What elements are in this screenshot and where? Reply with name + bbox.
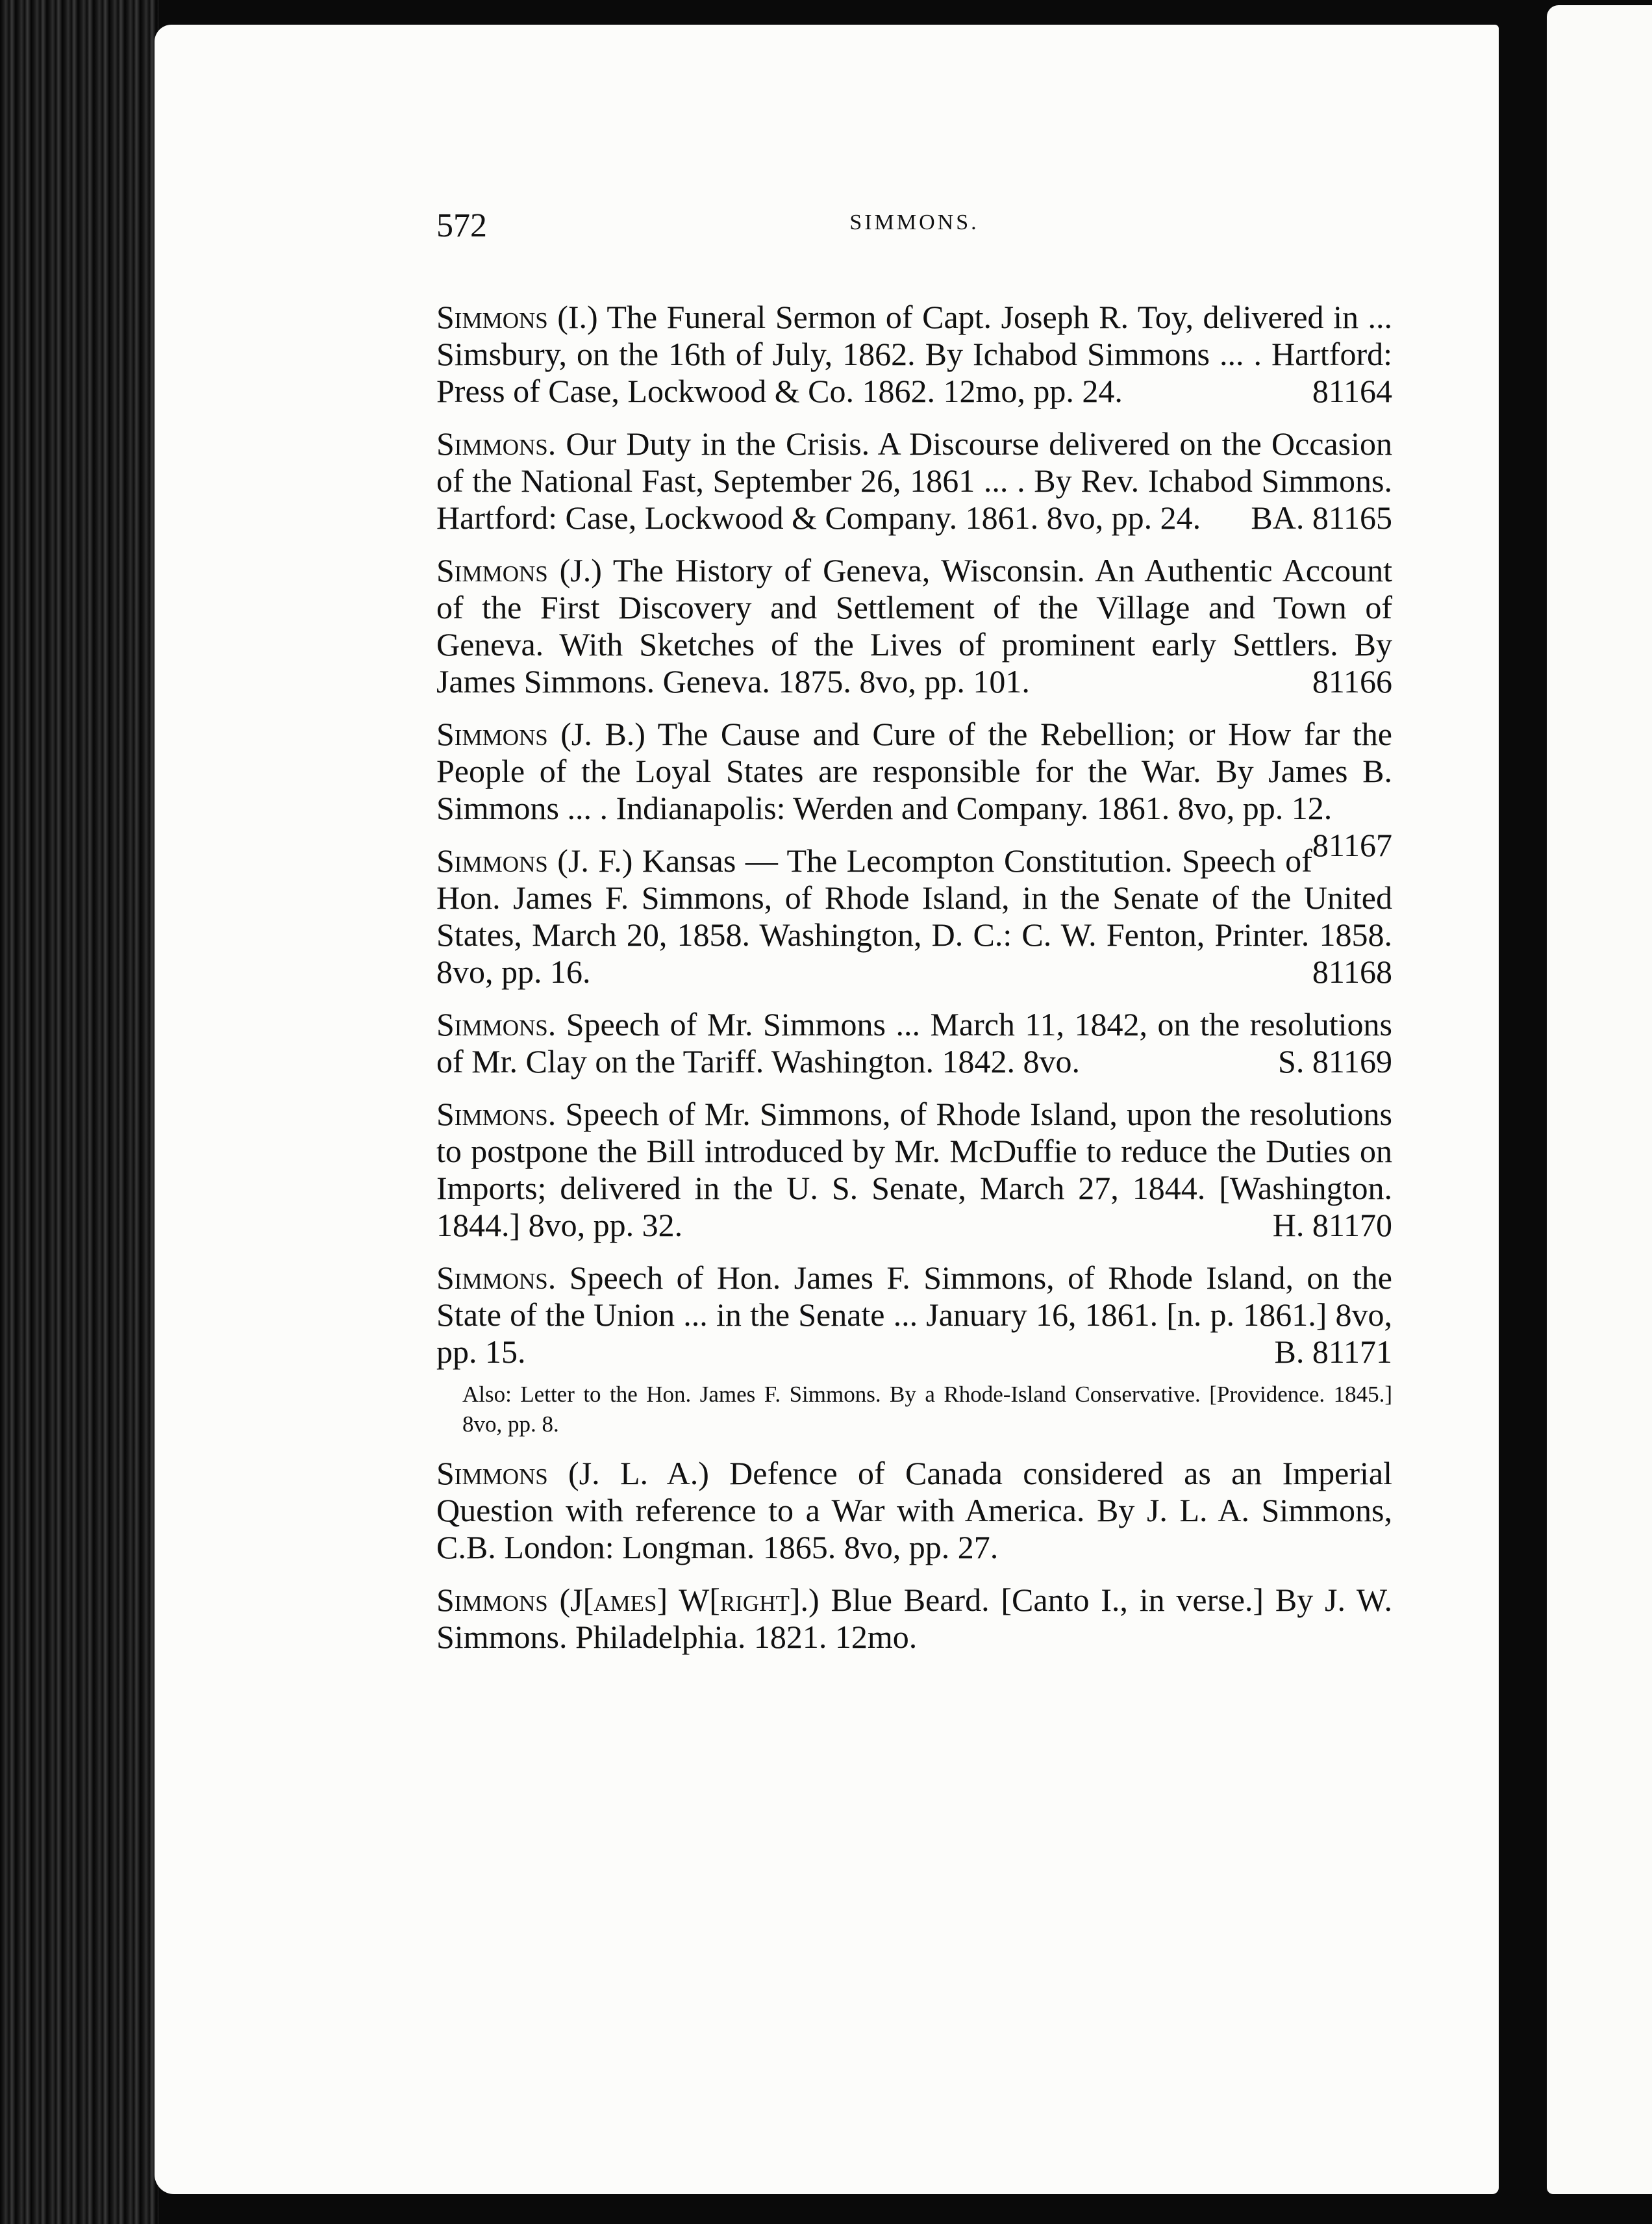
entry-number: 81167 (1312, 827, 1392, 863)
entry-number: B. 81171 (1274, 1333, 1392, 1370)
entry-number: H. 81170 (1272, 1207, 1392, 1243)
entry (436, 1096, 1392, 1244)
entry-body: Kansas — The Lecompton Constitution. Speech of Hon. James F. Simmons, of Rhode Island, in the Senate of the United States, March 20, 1858. Washington, D. C.: C. W. Fenton, Printer. 1858. 8vo, pp. 16. (436, 842, 1392, 990)
entry-heading: Simmons (J. L. A.) (436, 1455, 709, 1491)
entry-body: Speech of Mr. Simmons, of Rhode Island, upon the resolutions to postpone the Bill introduced by Mr. McDuffie to reduce the Duties on Imports; delivered in the U. S. Senate, March 27, 1844. [Washington. 1844.] 8vo, pp. 32. (436, 1096, 1392, 1243)
entry-heading: Simmons. (436, 1259, 557, 1296)
text-block (436, 207, 1392, 1671)
entry-body: Blue Beard. [Canto I., in verse.] By J. W. Simmons. Philadelphia. 1821. 12mo. (436, 1582, 1392, 1655)
entry-body: Speech of Hon. James F. Simmons, of Rhode Island, on the State of the Union ... in the Senate ... January 16, 1861. [n. p. 1861.] 8vo, pp. 15. (436, 1259, 1392, 1370)
entry-heading: Simmons (J.) (436, 552, 602, 588)
entry-body: Defence of Canada considered as an Imperial Question with reference to a War with America. By J. L. A. Simmons, C.B. London: Longman. 1865. 8vo, pp. 27. (436, 1455, 1392, 1565)
entry-number: S. 81169 (1278, 1043, 1392, 1080)
entry (436, 842, 1392, 991)
entry-number: 81168 (1312, 954, 1392, 990)
entry (436, 299, 1392, 410)
entry-heading: Simmons. (436, 425, 557, 462)
entry-body: The Cause and Cure of the Rebellion; or How far the People of the Loyal States are responsible for the War. By James B. Simmons ... . Indianapolis: Werden and Company. 1861. 8vo, pp. 12. (436, 716, 1392, 826)
entry-body: Speech of Mr. Simmons ... March 11, 1842, on the resolutions of Mr. Clay on the Tariff. Washington. 1842. 8vo. (436, 1006, 1392, 1080)
entry-number: BA. 81165 (1251, 499, 1392, 536)
entry-body: The History of Geneva, Wisconsin. An Authentic Account of the First Discovery and Settlement of the Village and Town of Geneva. With Sketches of the Lives of prominent early Settlers. By James Simmons. Geneva. 1875. 8vo, pp. 101. (436, 552, 1392, 700)
entry-note: Also: Letter to the Hon. James F. Simmons. By a Rhode-Island Conservative. [Providence. 1845.] 8vo, pp. 8. (462, 1382, 1392, 1437)
entry-body: The Funeral Sermon of Capt. Joseph R. Toy, delivered in ... Simsbury, on the 16th of July, 1862. By Ichabod Simmons ... . Hartford: Press of Case, Lockwood & Co. 1862. 12mo, pp. 24. (436, 299, 1392, 409)
entry (436, 1006, 1392, 1080)
entry-heading: Simmons (J[ames] W[right].) (436, 1582, 820, 1618)
facing-page-edge (1547, 5, 1652, 2194)
running-head (436, 207, 1392, 253)
entry (436, 1259, 1392, 1371)
entry-number: 81164 (1312, 373, 1392, 409)
entry-number: 81166 (1312, 663, 1392, 700)
bibliography-entries (436, 299, 1392, 1656)
running-title: SIMMONS. (849, 210, 979, 234)
entry-heading: Simmons (I.) (436, 299, 598, 335)
entry (436, 1582, 1392, 1656)
entry-heading: Simmons (J. B.) (436, 716, 645, 752)
entry (436, 425, 1392, 537)
entry-body: Our Duty in the Crisis. A Discourse delivered on the Occasion of the National Fast, September 26, 1861 ... . By Rev. Ichabod Simmons. Hartford: Case, Lockwood & Company. 1861. 8vo, pp. 24. (436, 425, 1392, 536)
page-number: 572 (436, 207, 487, 244)
scan-edge (0, 0, 159, 2224)
entry (436, 1455, 1392, 1566)
entry-heading: Simmons (J. F.) (436, 842, 633, 879)
entry-heading: Simmons. (436, 1006, 557, 1042)
entry-heading: Simmons. (436, 1096, 557, 1132)
entry (436, 552, 1392, 700)
